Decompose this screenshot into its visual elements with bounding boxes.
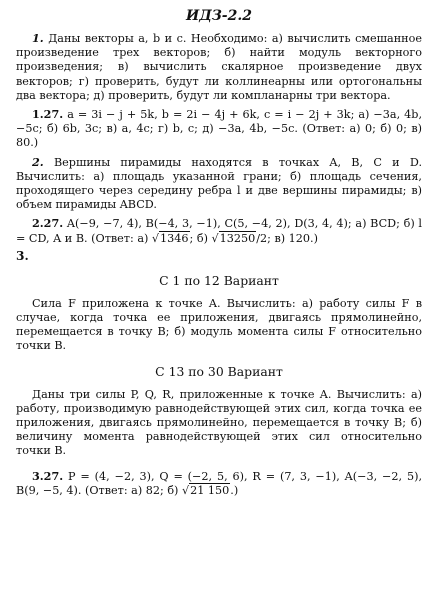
variant-2-text: Даны три силы P, Q, R, приложенные к точке A. Вычислить: а) работу, производимую равнодействующей этих сил, когда точка ее приложения, двигаясь прямолинейно, перемещается в точку B; б) величину момента равнодействующей этих сил относительно точки B. <box>16 387 422 458</box>
task-2-number: 2. <box>32 154 44 169</box>
variant-2-heading: С 13 по 30 Вариант <box>155 363 283 379</box>
exercise-2-27-sqrt-2: 13250 <box>219 231 256 245</box>
task-1-text: Даны векторы a, b и c. Необходимо: а) вычислить смешанное произведение трех векторов; б) найти модуль векторного произведения; в) вычислить скалярное произведение двух векторов; г) проверить, будут ли коллинеарны или ортогональны два вектора; д) проверить, будут ли компланарны три вектора. <box>16 32 422 102</box>
sqrt-symbol: √ <box>211 231 219 245</box>
exercise-2-27-text-a: A(−9, −7, 4), B(−4, 3, −1), C(5, −4, 2), D(3, 4, 4); а) BCD; б) l = CD, A и B. (Ответ: а) <box>16 217 422 245</box>
exercise-3-27-sqrt-1: 21 150 <box>190 483 230 497</box>
exercise-2-27 <box>16 216 422 245</box>
exercise-1-27-number: 1.27. <box>32 107 64 122</box>
task-1-statement <box>16 31 422 103</box>
exercise-3-27-text-b: .) <box>230 483 239 497</box>
exercise-3-27-text-a: P = (4, −2, 3), Q = (−2, 5, 6), R = (7, 3, −1), A(−3, −2, 5), B(9, −5, 4). (Ответ: а) 82; б) <box>16 469 422 497</box>
sqrt-symbol: √ <box>181 483 190 497</box>
variant-1-heading: С 1 по 12 Вариант <box>159 272 279 288</box>
exercise-2-27-text-c: /2; в) 120.) <box>256 231 318 245</box>
task-2-text: Вершины пирамиды находятся в точках A, B, C и D. Вычислить: а) площадь указанной грани; б) площадь сечения, проходящего через середину ребра l и две вершины пирамиды; в) объем пирамиды ABCD. <box>16 155 422 212</box>
exercise-2-27-text-b: ; б) <box>189 231 212 245</box>
exercise-2-27-number: 2.27. <box>32 216 64 231</box>
task-3-number: 3. <box>16 248 29 263</box>
exercise-1-27-text: a = 3i − j + 5k, b = 2i − 4j + 6k, c = i − 2j + 3k; а) −3a, 4b, −5c; б) 6b, 3c; в) a, 4c; г) b, c; д) −3a, 4b, −5c. (Ответ: а) 0; б) 0; в) 80.) <box>16 108 422 150</box>
page-title: ИДЗ-2.2 <box>186 8 252 24</box>
task-2-statement <box>16 155 422 213</box>
variant-1-text: Сила F приложена к точке A. Вычислить: а) работу силы F в случае, когда точка ее приложения, двигаясь прямолинейно, перемещается в точку B; б) модуль момента силы F относительно точки B. <box>16 296 422 353</box>
exercise-3-27-number: 3.27. <box>32 468 64 483</box>
task-1-number: 1. <box>32 31 44 45</box>
sqrt-symbol: √ <box>151 231 160 245</box>
exercise-3-27 <box>16 469 422 498</box>
exercise-2-27-sqrt-1: 1346 <box>160 231 189 245</box>
exercise-1-27 <box>16 107 422 151</box>
